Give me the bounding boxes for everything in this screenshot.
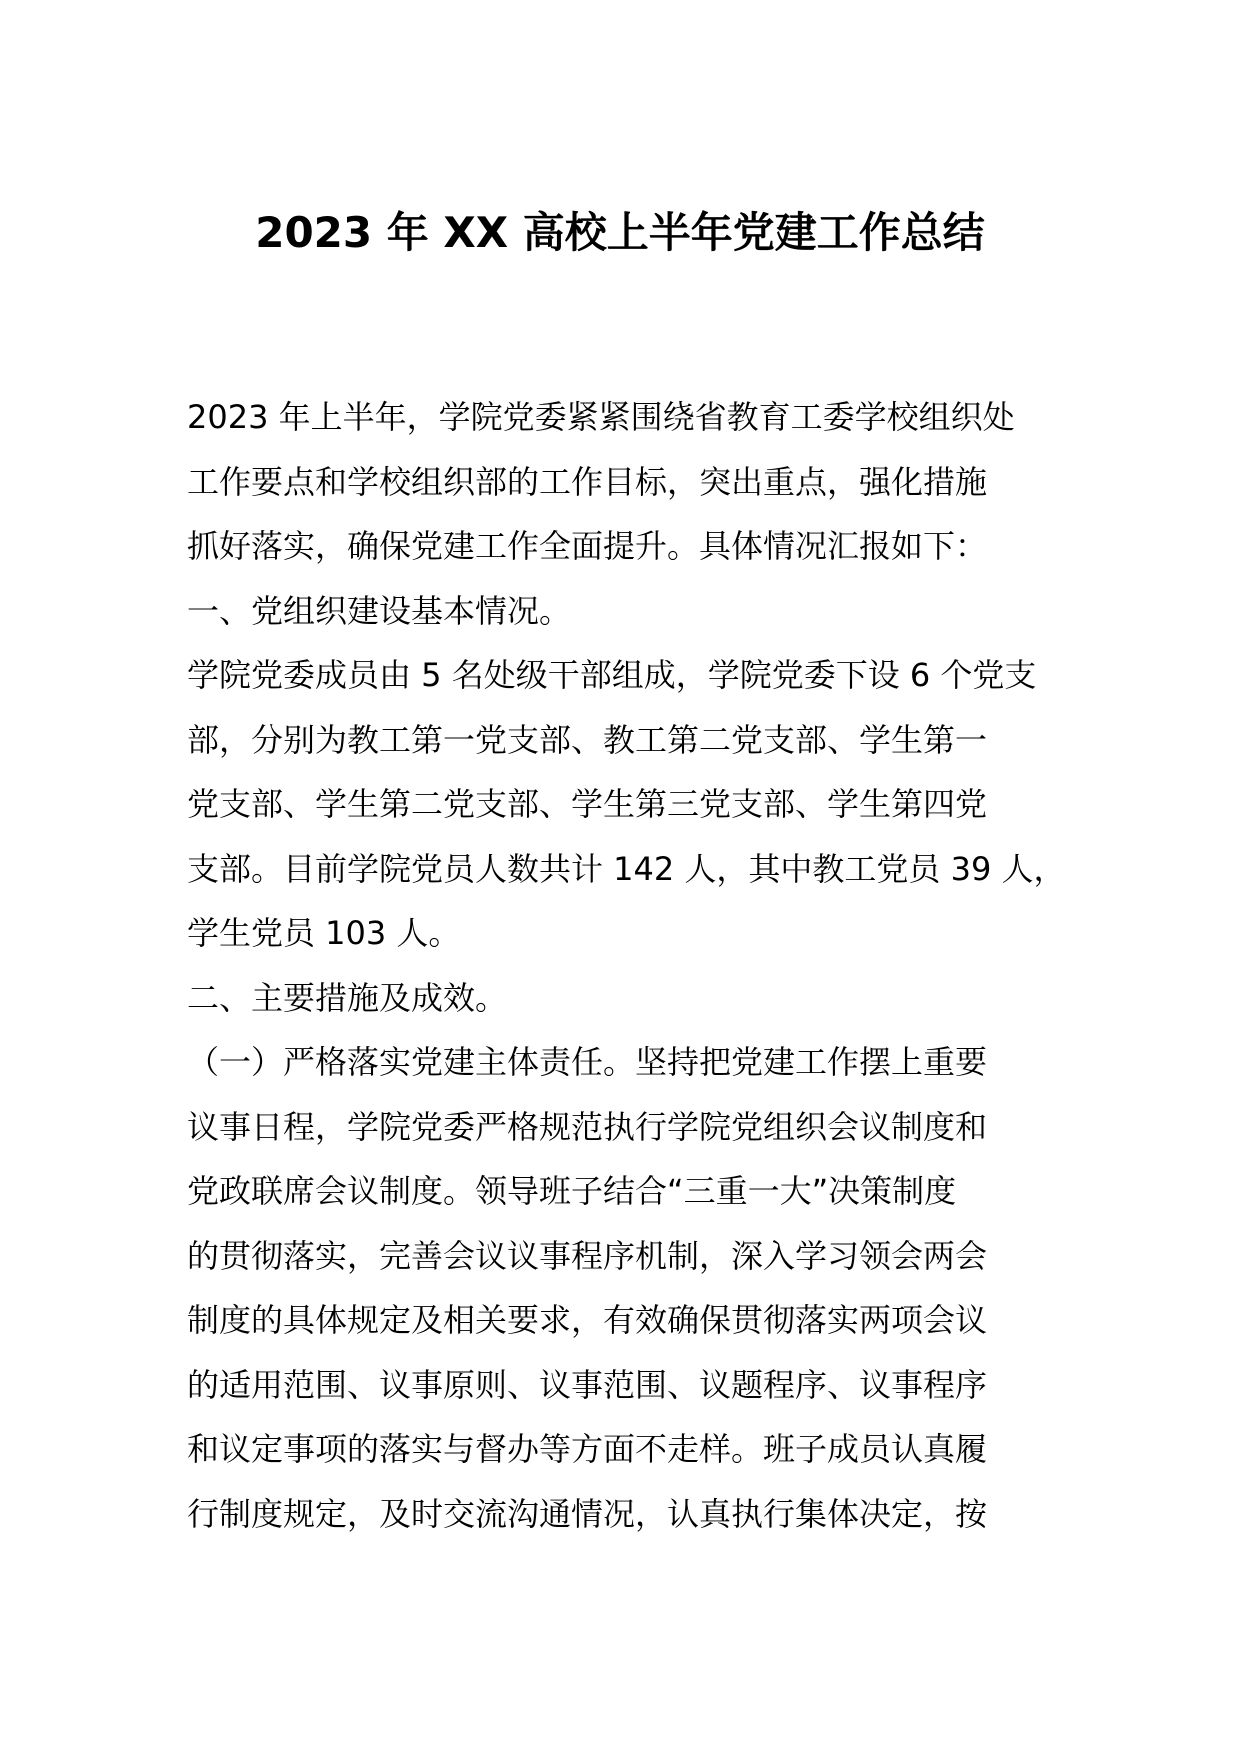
text-line: 制度的具体规定及相关要求，有效确保贯彻落实两项会议 xyxy=(187,1301,988,1339)
text-line: 部，分别为教工第一党支部、教工第二党支部、学生第一 xyxy=(187,720,988,759)
text-line: 抓好落实，确保党建工作全面提升。具体情况汇报如下： xyxy=(187,527,988,565)
section-heading: 二、主要措施及成效。 xyxy=(187,978,508,1017)
text-line: 2023 年上半年，学院党委紧紧围绕省教育工委学校组织处 xyxy=(187,398,1015,436)
text-line: （一）严格落实党建主体责任。坚持把党建工作摆上重要 xyxy=(187,1043,988,1081)
text-line: 学生党员 103 人。 xyxy=(187,914,461,952)
section-heading: 一、党组织建设基本情况。 xyxy=(187,591,572,630)
text-line: 和议定事项的落实与督办等方面不走样。班子成员认真履 xyxy=(187,1430,988,1468)
document-title: 2023 年 XX 高校上半年党建工作总结 xyxy=(255,208,985,257)
text-line: 工作要点和学校组织部的工作目标，突出重点，强化措施 xyxy=(187,462,988,501)
text-line: 党支部、学生第二党支部、学生第三党支部、学生第四党 xyxy=(187,785,988,823)
text-line: 学院党委成员由 5 名处级干部组成，学院党委下设 6 个党支 xyxy=(187,656,1037,694)
text-line: 党政联席会议制度。领导班子结合“三重一大”决策制度 xyxy=(187,1172,957,1210)
text-line: 议事日程，学院党委严格规范执行学院党组织会议制度和 xyxy=(187,1107,988,1146)
document-body xyxy=(187,385,1067,1546)
text-line: 行制度规定，及时交流沟通情况，认真执行集体决定，按 xyxy=(187,1494,988,1533)
text-line: 的贯彻落实，完善会议议事程序机制，深入学习领会两会 xyxy=(187,1236,988,1275)
text-line: 的适用范围、议事原则、议事范围、议题程序、议事程序 xyxy=(187,1365,988,1404)
text-line: 支部。目前学院党员人数共计 142 人，其中教工党员 39 人， xyxy=(187,849,1066,888)
